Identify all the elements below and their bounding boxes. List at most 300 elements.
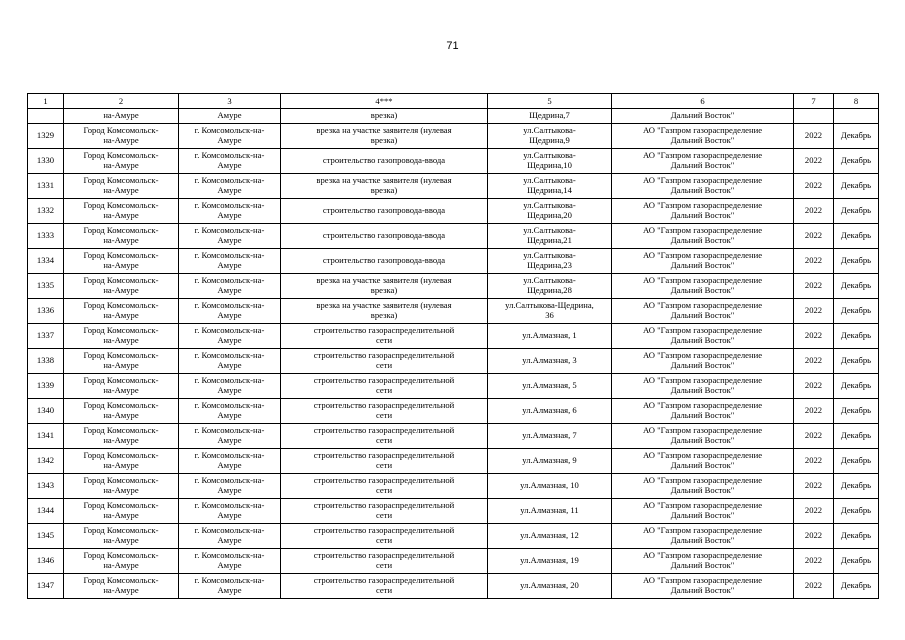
municipality-cell (64, 524, 179, 549)
cell-line: строительство газораспределительной (313, 550, 455, 561)
cell-line: АО "Газпром газораспределение (642, 200, 763, 211)
cell-line: Амуре (217, 385, 242, 395)
cell-line: Амуре (217, 185, 242, 195)
organization-cell (612, 249, 794, 274)
cell-line: на-Амуре (103, 510, 139, 520)
cell-line: Щедрина,21 (527, 235, 572, 245)
cell-line: на-Амуре (103, 460, 139, 470)
organization-cell (612, 574, 794, 599)
month-cell: Декабрь (834, 449, 879, 474)
cell-line: строительство газораспределительной (313, 525, 455, 536)
cell-line: Дальний Восток" (670, 510, 735, 520)
organization-cell (612, 174, 794, 199)
settlement-cell (179, 249, 281, 274)
cell-line: строительство газопровода-ввода (322, 230, 446, 241)
cell-line: ул.Алмазная, 3 (522, 355, 577, 366)
settlement-cell (179, 549, 281, 574)
cell-line: врезка на участке заявителя (нулевая (316, 125, 452, 136)
gas-connection-table (27, 93, 879, 599)
cell-line: на-Амуре (103, 160, 139, 170)
year-cell: 2022 (794, 299, 834, 324)
cell-line: г. Комсомольск-на- (194, 300, 265, 311)
settlement-cell (179, 374, 281, 399)
header-cell: 6 (612, 94, 794, 109)
cell-line: Дальний Восток" (670, 210, 735, 220)
work-type-cell (281, 149, 488, 174)
year-cell: 2022 (794, 399, 834, 424)
cell-line: г. Комсомольск-на- (194, 250, 265, 261)
row-number-cell: 1339 (28, 374, 64, 399)
address-cell (488, 399, 612, 424)
cell-line: г. Комсомольск-на- (194, 150, 265, 161)
month-cell: Декабрь (834, 249, 879, 274)
cell-line: строительство газораспределительной (313, 350, 455, 361)
cell-line: АО "Газпром газораспределение (642, 500, 763, 511)
cell-line: ул.Салтыкова- (523, 275, 576, 286)
municipality-cell (64, 199, 179, 224)
cell-line: строительство газопровода-ввода (322, 155, 446, 166)
cell-line: г. Комсомольск-на- (194, 375, 265, 386)
work-type-cell (281, 324, 488, 349)
table-row (28, 174, 879, 199)
cell-line: г. Комсомольск-на- (194, 550, 265, 561)
work-type-cell (281, 224, 488, 249)
address-cell (488, 149, 612, 174)
cell-line: сети (375, 460, 393, 470)
municipality-cell (64, 174, 179, 199)
cell-line: г. Комсомольск-на- (194, 350, 265, 361)
cell-line: Амуре (217, 460, 242, 470)
cell-line: 36 (545, 310, 554, 320)
month-cell: Декабрь (834, 124, 879, 149)
municipality-cell (64, 149, 179, 174)
cell-line: ул.Алмазная, 12 (520, 530, 579, 541)
cell-line: АО "Газпром газораспределение (642, 225, 763, 236)
organization-cell (612, 199, 794, 224)
municipality-cell (64, 424, 179, 449)
organization-cell (612, 224, 794, 249)
address-cell (488, 349, 612, 374)
row-number-cell: 1347 (28, 574, 64, 599)
settlement-cell (179, 474, 281, 499)
settlement-cell (179, 149, 281, 174)
continuation-cell: Щедрина,7 (488, 109, 612, 124)
cell-line: АО "Газпром газораспределение (642, 325, 763, 336)
table-row (28, 474, 879, 499)
cell-line: врезка) (370, 310, 398, 320)
cell-line: Щедрина,9 (529, 135, 570, 145)
table-row (28, 249, 879, 274)
table-row (28, 449, 879, 474)
cell-line: Город Комсомольск- (83, 125, 159, 136)
work-type-cell (281, 299, 488, 324)
organization-cell (612, 399, 794, 424)
month-cell: Декабрь (834, 474, 879, 499)
work-type-cell (281, 349, 488, 374)
cell-line: ул.Алмазная, 20 (520, 580, 579, 591)
table-row (28, 574, 879, 599)
settlement-cell (179, 499, 281, 524)
row-number-cell: 1340 (28, 399, 64, 424)
settlement-cell (179, 524, 281, 549)
cell-line: ул.Алмазная, 7 (522, 430, 577, 441)
header-cell: 3 (179, 94, 281, 109)
cell-line: строительство газораспределительной (313, 400, 455, 411)
cell-line: Амуре (217, 235, 242, 245)
municipality-cell (64, 274, 179, 299)
row-number-cell: 1336 (28, 299, 64, 324)
work-type-cell (281, 449, 488, 474)
cell-line: АО "Газпром газораспределение (642, 450, 763, 461)
cell-line: строительство газораспределительной (313, 325, 455, 336)
month-cell: Декабрь (834, 374, 879, 399)
municipality-cell (64, 299, 179, 324)
cell-line: на-Амуре (103, 435, 139, 445)
cell-line: Амуре (217, 435, 242, 445)
cell-line: Дальний Восток" (670, 135, 735, 145)
cell-line: Дальний Восток" (670, 360, 735, 370)
cell-line: сети (375, 385, 393, 395)
table-row (28, 499, 879, 524)
year-cell: 2022 (794, 424, 834, 449)
settlement-cell (179, 274, 281, 299)
organization-cell (612, 499, 794, 524)
cell-line: г. Комсомольск-на- (194, 200, 265, 211)
table-row (28, 199, 879, 224)
continuation-cell (834, 109, 879, 124)
municipality-cell (64, 499, 179, 524)
address-cell (488, 324, 612, 349)
settlement-cell (179, 399, 281, 424)
settlement-cell (179, 449, 281, 474)
cell-line: АО "Газпром газораспределение (642, 175, 763, 186)
cell-line: АО "Газпром газораспределение (642, 350, 763, 361)
year-cell: 2022 (794, 374, 834, 399)
cell-line: Дальний Восток" (670, 385, 735, 395)
year-cell: 2022 (794, 199, 834, 224)
cell-line: сети (375, 435, 393, 445)
cell-line: АО "Газпром газораспределение (642, 550, 763, 561)
cell-line: сети (375, 560, 393, 570)
cell-line: Щедрина,20 (527, 210, 572, 220)
organization-cell (612, 449, 794, 474)
municipality-cell (64, 224, 179, 249)
settlement-cell (179, 174, 281, 199)
municipality-cell (64, 449, 179, 474)
year-cell: 2022 (794, 249, 834, 274)
row-number-cell: 1337 (28, 324, 64, 349)
cell-line: г. Комсомольск-на- (194, 125, 265, 136)
continuation-cell: на-Амуре (64, 109, 179, 124)
cell-line: ул.Салтыкова-Щедрина, (505, 300, 594, 311)
cell-line: г. Комсомольск-на- (194, 175, 265, 186)
year-cell: 2022 (794, 224, 834, 249)
cell-line: Дальний Восток" (670, 260, 735, 270)
cell-line: ул.Салтыкова- (523, 250, 576, 261)
year-cell: 2022 (794, 499, 834, 524)
continuation-cell: врезка) (281, 109, 488, 124)
cell-line: строительство газораспределительной (313, 375, 455, 386)
cell-line: г. Комсомольск-на- (194, 325, 265, 336)
table-row (28, 549, 879, 574)
table-row (28, 399, 879, 424)
row-number-cell: 1345 (28, 524, 64, 549)
year-cell: 2022 (794, 174, 834, 199)
cell-line: Амуре (217, 260, 242, 270)
year-cell: 2022 (794, 124, 834, 149)
year-cell: 2022 (794, 149, 834, 174)
cell-line: Дальний Восток" (670, 335, 735, 345)
continuation-cell: Дальний Восток" (612, 109, 794, 124)
month-cell: Декабрь (834, 424, 879, 449)
cell-line: Город Комсомольск- (83, 500, 159, 511)
cell-line: ул.Алмазная, 11 (520, 505, 579, 516)
cell-line: ул.Алмазная, 9 (522, 455, 577, 466)
cell-line: на-Амуре (103, 560, 139, 570)
table-row (28, 349, 879, 374)
cell-line: Щедрина,23 (527, 260, 572, 270)
cell-line: сети (375, 535, 393, 545)
row-number-cell: 1333 (28, 224, 64, 249)
organization-cell (612, 549, 794, 574)
address-cell (488, 449, 612, 474)
row-number-cell: 1341 (28, 424, 64, 449)
settlement-cell (179, 424, 281, 449)
cell-line: сети (375, 485, 393, 495)
cell-line: ул.Салтыкова- (523, 225, 576, 236)
cell-line: Амуре (217, 335, 242, 345)
header-row (28, 94, 879, 109)
header-cell: 5 (488, 94, 612, 109)
cell-line: Щедрина,14 (527, 185, 572, 195)
table-row (28, 324, 879, 349)
address-cell (488, 224, 612, 249)
row-number-cell: 1338 (28, 349, 64, 374)
cell-line: врезка на участке заявителя (нулевая (316, 300, 452, 311)
header-cell: 2 (64, 94, 179, 109)
address-cell (488, 549, 612, 574)
table-row (28, 374, 879, 399)
work-type-cell (281, 474, 488, 499)
cell-line: Город Комсомольск- (83, 400, 159, 411)
cell-line: г. Комсомольск-на- (194, 275, 265, 286)
organization-cell (612, 124, 794, 149)
table-row (28, 524, 879, 549)
header-cell: 7 (794, 94, 834, 109)
address-cell (488, 524, 612, 549)
address-cell (488, 499, 612, 524)
organization-cell (612, 274, 794, 299)
municipality-cell (64, 349, 179, 374)
work-type-cell (281, 174, 488, 199)
cell-line: ул.Салтыкова- (523, 200, 576, 211)
cell-line: врезка) (370, 185, 398, 195)
cell-line: на-Амуре (103, 185, 139, 195)
cell-line: Амуре (217, 360, 242, 370)
cell-line: сети (375, 585, 393, 595)
cell-line: строительство газораспределительной (313, 475, 455, 486)
cell-line: строительство газопровода-ввода (322, 255, 446, 266)
cell-line: строительство газопровода-ввода (322, 205, 446, 216)
cell-line: АО "Газпром газораспределение (642, 300, 763, 311)
cell-line: Город Комсомольск- (83, 475, 159, 486)
cell-line: ул.Салтыкова- (523, 175, 576, 186)
cell-line: ул.Алмазная, 1 (522, 330, 577, 341)
cell-line: Дальний Восток" (670, 435, 735, 445)
cell-line: Дальний Восток" (670, 535, 735, 545)
cell-line: АО "Газпром газораспределение (642, 125, 763, 136)
cell-line: на-Амуре (103, 260, 139, 270)
work-type-cell (281, 424, 488, 449)
month-cell: Декабрь (834, 499, 879, 524)
cell-line: на-Амуре (103, 285, 139, 295)
cell-line: Дальний Восток" (670, 460, 735, 470)
row-number-cell: 1342 (28, 449, 64, 474)
cell-line: строительство газораспределительной (313, 450, 455, 461)
settlement-cell (179, 324, 281, 349)
cell-line: сети (375, 360, 393, 370)
row-number-cell: 1335 (28, 274, 64, 299)
municipality-cell (64, 324, 179, 349)
cell-line: г. Комсомольск-на- (194, 525, 265, 536)
address-cell (488, 124, 612, 149)
municipality-cell (64, 474, 179, 499)
organization-cell (612, 474, 794, 499)
cell-line: Город Комсомольск- (83, 575, 159, 586)
settlement-cell (179, 574, 281, 599)
cell-line: Город Комсомольск- (83, 325, 159, 336)
header-cell: 8 (834, 94, 879, 109)
cell-line: АО "Газпром газораспределение (642, 400, 763, 411)
cell-line: г. Комсомольск-на- (194, 575, 265, 586)
cell-line: г. Комсомольск-на- (194, 425, 265, 436)
row-number-cell: 1332 (28, 199, 64, 224)
settlement-cell (179, 199, 281, 224)
month-cell: Декабрь (834, 174, 879, 199)
cell-line: АО "Газпром газораспределение (642, 425, 763, 436)
cell-line: на-Амуре (103, 360, 139, 370)
cell-line: АО "Газпром газораспределение (642, 525, 763, 536)
cell-line: Город Комсомольск- (83, 375, 159, 386)
organization-cell (612, 524, 794, 549)
address-cell (488, 574, 612, 599)
cell-line: Город Комсомольск- (83, 350, 159, 361)
cell-line: Амуре (217, 135, 242, 145)
cell-line: Город Комсомольск- (83, 550, 159, 561)
cell-line: Город Комсомольск- (83, 450, 159, 461)
cell-line: Амуре (217, 535, 242, 545)
work-type-cell (281, 399, 488, 424)
organization-cell (612, 424, 794, 449)
organization-cell (612, 299, 794, 324)
municipality-cell (64, 249, 179, 274)
municipality-cell (64, 124, 179, 149)
cell-line: на-Амуре (103, 585, 139, 595)
cell-line: АО "Газпром газораспределение (642, 375, 763, 386)
address-cell (488, 299, 612, 324)
row-number-cell: 1331 (28, 174, 64, 199)
table-row (28, 274, 879, 299)
cell-line: Город Комсомольск- (83, 275, 159, 286)
organization-cell (612, 324, 794, 349)
settlement-cell (179, 124, 281, 149)
month-cell: Декабрь (834, 299, 879, 324)
cell-line: Амуре (217, 285, 242, 295)
cell-line: г. Комсомольск-на- (194, 450, 265, 461)
cell-line: ул.Салтыкова- (523, 150, 576, 161)
cell-line: врезка) (370, 135, 398, 145)
table-row (28, 299, 879, 324)
organization-cell (612, 149, 794, 174)
year-cell: 2022 (794, 349, 834, 374)
cell-line: ул.Алмазная, 19 (520, 555, 579, 566)
cell-line: Город Комсомольск- (83, 525, 159, 536)
cell-line: Щедрина,28 (527, 285, 572, 295)
cell-line: Город Комсомольск- (83, 425, 159, 436)
row-number-cell: 1329 (28, 124, 64, 149)
cell-line: Щедрина,10 (527, 160, 572, 170)
cell-line: Город Комсомольск- (83, 250, 159, 261)
work-type-cell (281, 249, 488, 274)
cell-line: Город Комсомольск- (83, 150, 159, 161)
cell-line: Город Комсомольск- (83, 225, 159, 236)
address-cell (488, 474, 612, 499)
cell-line: Амуре (217, 160, 242, 170)
month-cell: Декабрь (834, 199, 879, 224)
cell-line: АО "Газпром газораспределение (642, 475, 763, 486)
cell-line: строительство газораспределительной (313, 425, 455, 436)
continuation-cell: Амуре (179, 109, 281, 124)
municipality-cell (64, 374, 179, 399)
year-cell: 2022 (794, 274, 834, 299)
address-cell (488, 424, 612, 449)
cell-line: АО "Газпром газораспределение (642, 275, 763, 286)
cell-line: сети (375, 335, 393, 345)
year-cell: 2022 (794, 549, 834, 574)
cell-line: ул.Алмазная, 6 (522, 405, 577, 416)
work-type-cell (281, 499, 488, 524)
header-cell: 4*** (281, 94, 488, 109)
cell-line: Дальний Восток" (670, 560, 735, 570)
cell-line: ул.Алмазная, 10 (520, 480, 579, 491)
cell-line: на-Амуре (103, 310, 139, 320)
cell-line: на-Амуре (103, 535, 139, 545)
cell-line: Дальний Восток" (670, 160, 735, 170)
work-type-cell (281, 374, 488, 399)
year-cell: 2022 (794, 449, 834, 474)
year-cell: 2022 (794, 574, 834, 599)
row-number-cell: 1334 (28, 249, 64, 274)
month-cell: Декабрь (834, 324, 879, 349)
cell-line: Город Комсомольск- (83, 175, 159, 186)
municipality-cell (64, 549, 179, 574)
cell-line: ул.Салтыкова- (523, 125, 576, 136)
cell-line: Амуре (217, 560, 242, 570)
cell-line: на-Амуре (103, 485, 139, 495)
cell-line: Дальний Восток" (670, 310, 735, 320)
cell-line: на-Амуре (103, 385, 139, 395)
work-type-cell (281, 124, 488, 149)
cell-line: г. Комсомольск-на- (194, 400, 265, 411)
cell-line: ул.Алмазная, 5 (522, 380, 577, 391)
cell-line: АО "Газпром газораспределение (642, 575, 763, 586)
cell-line: Амуре (217, 510, 242, 520)
continuation-cell (794, 109, 834, 124)
work-type-cell (281, 574, 488, 599)
cell-line: на-Амуре (103, 410, 139, 420)
cell-line: Амуре (217, 410, 242, 420)
row-number-cell: 1344 (28, 499, 64, 524)
